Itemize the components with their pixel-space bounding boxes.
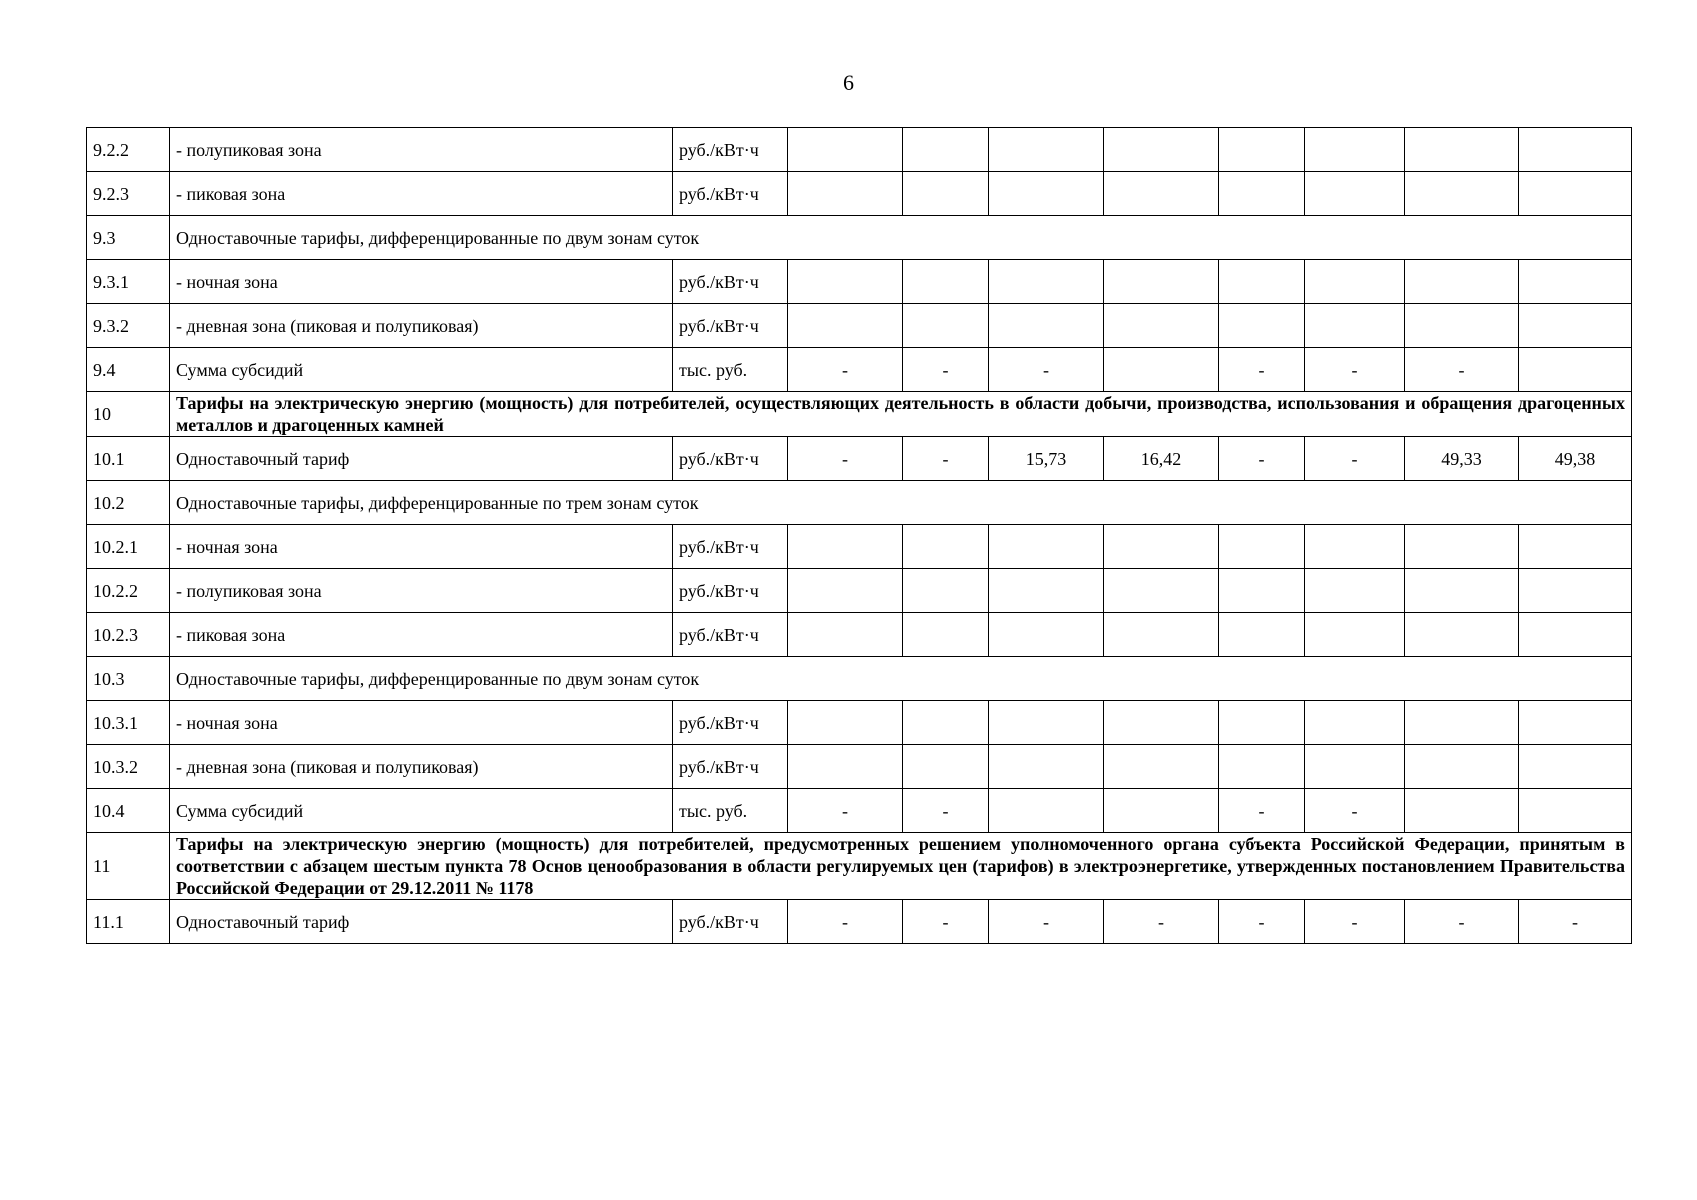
row-code: 9.2.2	[87, 128, 170, 172]
value-cell	[1305, 260, 1405, 304]
value-cell: -	[903, 348, 989, 392]
value-cell	[1519, 260, 1632, 304]
value-cell: -	[989, 900, 1104, 944]
value-cell	[1104, 613, 1219, 657]
value-cell	[1519, 569, 1632, 613]
row-name: Одноставочный тариф	[170, 900, 673, 944]
row-code: 9.3.1	[87, 260, 170, 304]
row-name: - пиковая зона	[170, 172, 673, 216]
section-title: Тарифы на электрическую энергию (мощность) для потребителей, предусмотренных решением уполномоченного органа субъекта Российской Федерации, принятым в соответствии с абзацем шестым пункта 78 Основ ценообразования в области регулируемых цен (тарифов) в электроэнергетике, утвержденных постановлением Правительства Российской Федерации от 29.12.2011 № 1178	[170, 833, 1632, 900]
value-cell	[1519, 613, 1632, 657]
value-cell	[1219, 701, 1305, 745]
row-code: 11.1	[87, 900, 170, 944]
value-cell	[989, 701, 1104, 745]
table-row	[87, 569, 1632, 613]
row-unit: руб./кВт·ч	[673, 172, 788, 216]
row-unit: руб./кВт·ч	[673, 745, 788, 789]
value-cell	[1305, 304, 1405, 348]
row-unit: руб./кВт·ч	[673, 569, 788, 613]
row-name: Одноставочный тариф	[170, 437, 673, 481]
value-cell	[903, 525, 989, 569]
section-title: Тарифы на электрическую энергию (мощность) для потребителей, осуществляющих деятельность в области добычи, производства, использования и обращения драгоценных металлов и драгоценных камней	[170, 392, 1632, 437]
table-row	[87, 525, 1632, 569]
row-unit: руб./кВт·ч	[673, 613, 788, 657]
value-cell: 49,33	[1405, 437, 1519, 481]
value-cell	[1519, 348, 1632, 392]
value-cell	[1219, 613, 1305, 657]
value-cell	[1405, 128, 1519, 172]
table-row	[87, 392, 1632, 437]
row-unit: руб./кВт·ч	[673, 128, 788, 172]
value-cell: -	[788, 900, 903, 944]
value-cell	[1104, 260, 1219, 304]
value-cell	[989, 613, 1104, 657]
row-code: 10.2	[87, 481, 170, 525]
value-cell	[1104, 569, 1219, 613]
value-cell	[989, 789, 1104, 833]
value-cell: -	[1405, 900, 1519, 944]
value-cell	[1219, 128, 1305, 172]
table-row	[87, 172, 1632, 216]
table-row	[87, 701, 1632, 745]
row-unit: руб./кВт·ч	[673, 701, 788, 745]
row-name: - полупиковая зона	[170, 569, 673, 613]
row-code: 9.4	[87, 348, 170, 392]
row-code: 9.3.2	[87, 304, 170, 348]
value-cell	[788, 613, 903, 657]
row-unit: тыс. руб.	[673, 789, 788, 833]
table-row	[87, 304, 1632, 348]
table-row	[87, 260, 1632, 304]
table-row	[87, 745, 1632, 789]
value-cell	[1405, 260, 1519, 304]
row-code: 10.2.3	[87, 613, 170, 657]
value-cell	[1305, 128, 1405, 172]
table-row	[87, 128, 1632, 172]
value-cell: -	[788, 437, 903, 481]
value-cell	[1219, 745, 1305, 789]
group-title: Одноставочные тарифы, дифференцированные по двум зонам суток	[170, 657, 1632, 701]
value-cell	[903, 304, 989, 348]
value-cell	[989, 260, 1104, 304]
value-cell	[788, 172, 903, 216]
row-code: 10.2.2	[87, 569, 170, 613]
value-cell: -	[788, 789, 903, 833]
value-cell	[1519, 701, 1632, 745]
table-row	[87, 789, 1632, 833]
value-cell	[1104, 745, 1219, 789]
value-cell: -	[1219, 348, 1305, 392]
value-cell	[1405, 745, 1519, 789]
table-row	[87, 481, 1632, 525]
value-cell	[1405, 525, 1519, 569]
value-cell	[1519, 789, 1632, 833]
row-name: - ночная зона	[170, 525, 673, 569]
table-row	[87, 216, 1632, 260]
value-cell	[1219, 304, 1305, 348]
tariff-table	[86, 127, 1632, 944]
value-cell: -	[788, 348, 903, 392]
value-cell	[1305, 613, 1405, 657]
value-cell: 15,73	[989, 437, 1104, 481]
row-name: - дневная зона (пиковая и полупиковая)	[170, 745, 673, 789]
value-cell: -	[989, 348, 1104, 392]
value-cell	[1519, 172, 1632, 216]
value-cell	[1104, 128, 1219, 172]
value-cell	[1104, 701, 1219, 745]
value-cell	[1305, 172, 1405, 216]
row-name: - пиковая зона	[170, 613, 673, 657]
value-cell	[1405, 701, 1519, 745]
value-cell	[788, 525, 903, 569]
value-cell	[1305, 569, 1405, 613]
value-cell	[1405, 304, 1519, 348]
value-cell	[989, 525, 1104, 569]
page-number: 6	[843, 70, 854, 95]
value-cell	[1219, 569, 1305, 613]
row-name: - полупиковая зона	[170, 128, 673, 172]
row-name: Сумма субсидий	[170, 789, 673, 833]
row-unit: тыс. руб.	[673, 348, 788, 392]
value-cell	[989, 172, 1104, 216]
row-code: 10.1	[87, 437, 170, 481]
group-title: Одноставочные тарифы, дифференцированные по двум зонам суток	[170, 216, 1632, 260]
row-code: 10.2.1	[87, 525, 170, 569]
value-cell	[1405, 569, 1519, 613]
row-code: 10.3	[87, 657, 170, 701]
value-cell: -	[903, 900, 989, 944]
value-cell: -	[1219, 789, 1305, 833]
row-name: - ночная зона	[170, 701, 673, 745]
value-cell: -	[1104, 900, 1219, 944]
value-cell	[989, 304, 1104, 348]
value-cell	[903, 172, 989, 216]
row-code: 9.3	[87, 216, 170, 260]
value-cell	[1405, 172, 1519, 216]
value-cell	[1519, 745, 1632, 789]
value-cell	[1405, 789, 1519, 833]
value-cell	[788, 701, 903, 745]
table-row	[87, 437, 1632, 481]
value-cell	[989, 745, 1104, 789]
value-cell: -	[1305, 437, 1405, 481]
value-cell: 49,38	[1519, 437, 1632, 481]
value-cell: -	[1405, 348, 1519, 392]
value-cell: -	[1519, 900, 1632, 944]
value-cell: -	[1305, 348, 1405, 392]
row-unit: руб./кВт·ч	[673, 525, 788, 569]
row-code: 9.2.3	[87, 172, 170, 216]
row-name: Сумма субсидий	[170, 348, 673, 392]
value-cell	[1219, 172, 1305, 216]
value-cell	[1104, 525, 1219, 569]
value-cell	[1305, 525, 1405, 569]
value-cell	[788, 569, 903, 613]
value-cell	[1104, 172, 1219, 216]
value-cell	[788, 128, 903, 172]
value-cell	[903, 613, 989, 657]
value-cell	[903, 569, 989, 613]
value-cell	[1405, 613, 1519, 657]
value-cell	[1519, 525, 1632, 569]
row-unit: руб./кВт·ч	[673, 437, 788, 481]
value-cell	[903, 128, 989, 172]
row-unit: руб./кВт·ч	[673, 304, 788, 348]
row-code: 10.3.2	[87, 745, 170, 789]
value-cell	[903, 701, 989, 745]
row-unit: руб./кВт·ч	[673, 260, 788, 304]
value-cell	[1104, 789, 1219, 833]
value-cell	[989, 569, 1104, 613]
tariff-table-body	[87, 128, 1632, 944]
value-cell	[903, 260, 989, 304]
value-cell	[1519, 304, 1632, 348]
value-cell	[1104, 304, 1219, 348]
table-row	[87, 348, 1632, 392]
table-row	[87, 613, 1632, 657]
value-cell	[788, 745, 903, 789]
value-cell: -	[1305, 900, 1405, 944]
row-code: 10.4	[87, 789, 170, 833]
table-row	[87, 657, 1632, 701]
value-cell	[788, 304, 903, 348]
table-row	[87, 833, 1632, 900]
value-cell: -	[903, 437, 989, 481]
value-cell: -	[903, 789, 989, 833]
value-cell	[1519, 128, 1632, 172]
value-cell	[903, 745, 989, 789]
value-cell: -	[1219, 900, 1305, 944]
row-code: 10.3.1	[87, 701, 170, 745]
value-cell	[788, 260, 903, 304]
value-cell	[1305, 701, 1405, 745]
row-name: - дневная зона (пиковая и полупиковая)	[170, 304, 673, 348]
row-code: 10	[87, 392, 170, 437]
value-cell	[1305, 745, 1405, 789]
value-cell	[989, 128, 1104, 172]
value-cell: 16,42	[1104, 437, 1219, 481]
value-cell	[1104, 348, 1219, 392]
row-code: 11	[87, 833, 170, 900]
table-row	[87, 900, 1632, 944]
value-cell: -	[1219, 437, 1305, 481]
value-cell: -	[1305, 789, 1405, 833]
value-cell	[1219, 525, 1305, 569]
row-unit: руб./кВт·ч	[673, 900, 788, 944]
row-name: - ночная зона	[170, 260, 673, 304]
group-title: Одноставочные тарифы, дифференцированные по трем зонам суток	[170, 481, 1632, 525]
value-cell	[1219, 260, 1305, 304]
